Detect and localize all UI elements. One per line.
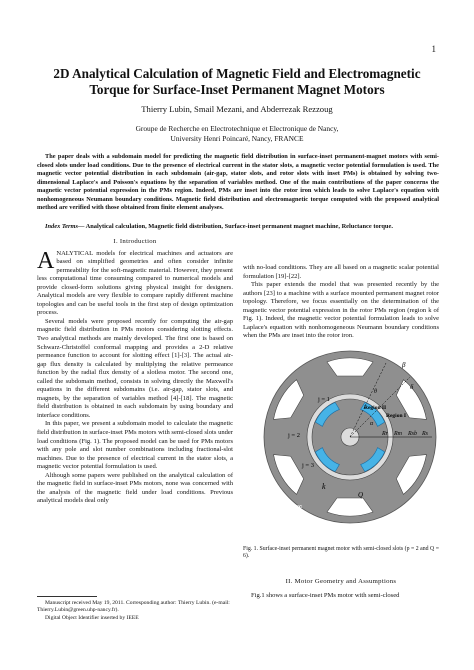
label-rsb: Rsb <box>408 431 417 437</box>
index-terms <box>37 223 439 232</box>
drop-cap: A <box>37 247 55 274</box>
region-1-label: Region I <box>386 413 407 419</box>
authors: Thierry Lubin, Smail Mezani, and Abderrezak Rezzoug <box>141 104 333 114</box>
footnote-manuscript: Manuscript received May 19, 2011. Corresponding author: Thierry Lubin. (e-mail: Thierry.Lubin@green.uhp-nancy.fr). <box>37 600 230 614</box>
label-theta: θ <box>374 389 377 395</box>
footnotes <box>37 600 233 623</box>
index-terms-label: Index Terms <box>45 223 78 230</box>
label-rr: Rr <box>382 431 388 437</box>
abstract: The paper deals with a subdomain model for predicting the magnetic field distribution in surface-inset permanent-magnet motors with semi-closed slots under load conditions. Due to the presence of electrical current in the stator slots, a magnetic vector potential formulation is used. The magnetic vector potential distribution in each subdomain (air-gap, stator slots, and rotor slots with inset PMs) is obtained by solving two-dimensional Laplace's and Poisson's equations by the separation of variables method. One of the main contributions of the paper concerns the magnetic vector potential expression in the PMs region. Indeed, PMs are inset into the rotor iron which leads to solve Laplace's equation with nonhomogeneous Neumann boundary conditions. Magnetic field distribution and electromagnetic torque computed with the proposed analytical method are verified with those obtained from finite element analyses. <box>37 153 439 211</box>
slot-label-j1: j = 1 <box>318 396 330 403</box>
right-paragraph-1: with no-load conditions. They are all based on a magnetic scalar potential formulation [19]-[22]. <box>243 264 439 280</box>
figure-1 <box>262 349 438 525</box>
slot-label-j3: j = 3 <box>302 462 314 469</box>
title-line-2: Torque for Surface-Inset Permanent Magnet Motors <box>89 82 385 97</box>
footnote-rule <box>37 596 97 597</box>
label-delta: δ <box>410 383 414 391</box>
mu-label-top: μ = ∞ <box>268 368 287 377</box>
label-rm: Rm <box>394 431 402 437</box>
intro-paragraph-4: Although some papers were published on the analytical calculation of the magnetic field in surface-inset PMs motors, none was concerned with the analysis of the magnetic field under load conditions. Previous analytical models deal only <box>37 471 233 505</box>
index-terms-text: — Analytical calculation, Magnetic field distribution, Surface-inset permanent magnet machine, Reluctance torque. <box>77 223 393 230</box>
label-beta: β <box>402 361 406 369</box>
slot-label-k: k <box>322 482 326 491</box>
affiliation <box>20 124 454 143</box>
slot-label-q: Q <box>358 491 364 499</box>
slot-label-j2: j = 2 <box>288 432 300 439</box>
affiliation-line-2: University Henri Poincaré, Nancy, FRANCE <box>170 133 304 143</box>
page-number: 1 <box>431 44 436 54</box>
section-2-text: Fig.1 shows a surface-inset PMs motor with semi-closed <box>251 592 400 599</box>
right-column <box>243 264 439 341</box>
title-line-1: 2D Analytical Calculation of Magnetic Field and Electromagnetic <box>53 66 421 81</box>
footnote-doi: Digital Object Identifier inserted by IEEE <box>45 615 139 622</box>
intro-paragraph-2: Several models were proposed recently for computing the air-gap magnetic field distribution in PMs motors considering slotting effects. Two analytical methods are mainly developed. The first one is based on Schwarz-Christoffel conformal mapping and provides a 2-D relative permeance function to account for slotting effect [1]-[3]. The actual air-gap flux density is calculated by multiplying the relative permeance function by the radial flux density of a slotless motor. The second one, called the subdomain method, consists in solving directly the Maxwell's equations in the different subdomains (i.e. air-gap, stator slots, and magnets, by the separation of variables method [4]-[18]. The magnetic field distribution is obtained in each subdomain by using boundary and interface conditions. <box>37 317 233 419</box>
right-paragraph-2: This paper extends the model that was presented recently by the authors [23] to a machine with a surface mounted permanent magnet rotor topology. Therefore, we focus essentially on the determination of the magnetic vector potential expression in the rotor PMs region (region k of Fig. 1). Indeed, the magnetic vector potential formulation leads to solve Laplace's equation with nonhomogeneous Neumann boundary conditions when the PMs are inset into the rotor iron. <box>243 281 439 340</box>
label-rs: Rs <box>422 431 428 437</box>
mu-label-bottom: μ = ∞ <box>284 502 303 511</box>
figure-1-caption: Fig. 1. Surface-inset permanent magnet motor with semi-closed slots (p = 2 and Q = 6). <box>243 546 439 560</box>
motor-diagram <box>262 349 438 525</box>
left-column <box>37 238 233 506</box>
intro-paragraph-1 <box>37 247 233 318</box>
affiliation-line-1: Groupe de Recherche en Electrotechnique et Electronique de Nancy, <box>135 124 339 133</box>
section-2-heading: II. Motor Geometry and Assumptions <box>285 578 397 585</box>
label-alpha: α <box>370 421 374 427</box>
section-1-heading: I. Introduction <box>113 238 157 245</box>
intro-paragraph-1-text: NALYTICAL models for electrical machines and actuators are based on simplified geometries and often consider infinite permeability for the soft-magnetic material. However, they present less computational time consuming compared to numerical models and provide closed-form solutions giving physical insight for designers. Analytical models are very flexible to compare rapidly different machine topologies and can be useful tools in the first step of design optimization process. <box>37 249 233 317</box>
intro-paragraph-3: In this paper, we present a subdomain model to calculate the magnetic field distribution in surface-inset PMs motors with semi-closed slots under load conditions (Fig. 1). The proposed model can be used for PMs motors with any pole and slot number combinations including fractional-slot machines. Due to the presence of electrical current in the stator slots, a magnetic vector potential formulation is used. <box>37 420 233 471</box>
paper-title <box>20 66 454 98</box>
region-2-label: Region II <box>364 405 387 411</box>
